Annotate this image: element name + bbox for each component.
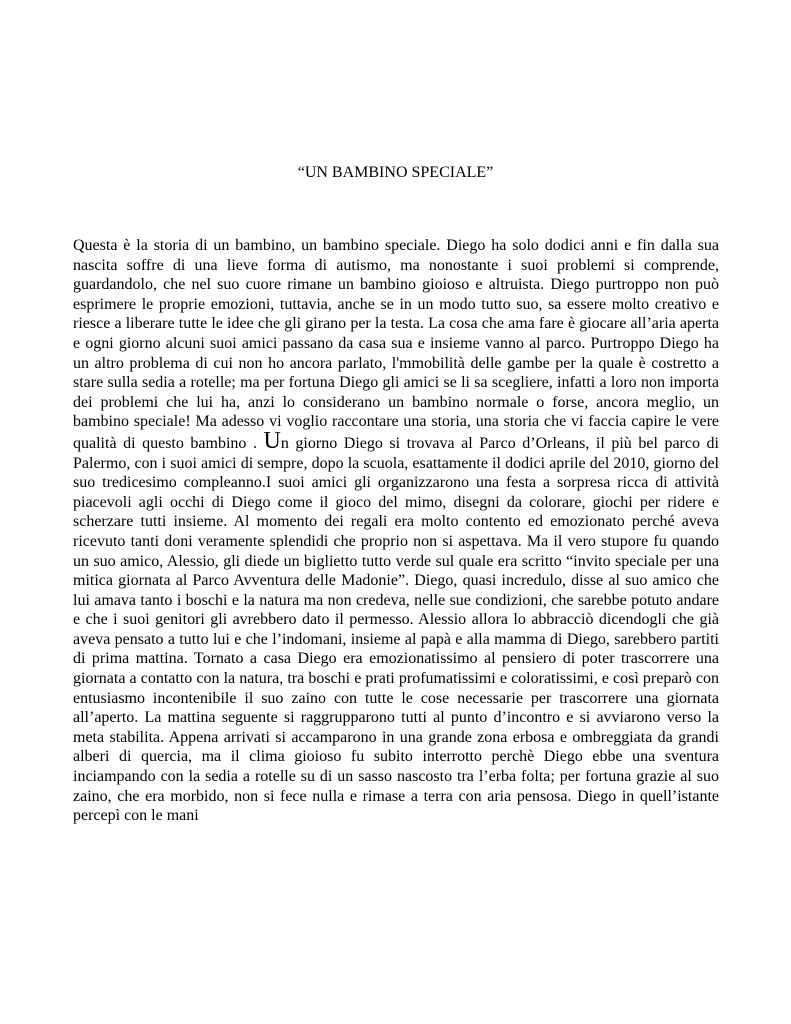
story-text-part1: Questa è la storia di un bambino, un bambino speciale. Diego ha solo dodici anni e fin dalla sua nascita soffre di una lieve forma di autismo, ma nonostante i suoi problemi si comprende, guardandolo, che nel suo cuore rimane un bambino gioioso e altruista. Diego purtroppo non può esprimere le proprie emozioni, tuttavia, anche se in un modo tutto suo, sa essere molto creativo e riesce a liberare tutte le idee che gli girano per la testa. La cosa che ama fare è giocare all’aria aperta e ogni giorno alcuni suoi amici passano da casa sua e insieme vanno al parco. Purtroppo Diego ha un altro problema di cui non ho ancora parlato, l'mmobilità delle gambe per la quale è costretto a stare sulla sedia a rotelle; ma per fortuna Diego gli amici se li sa scegliere, infatti a loro non importa dei problemi che lui ha, anzi lo considerano un bambino normale o forse, ancora meglio, un bambino speciale! Ma adesso vi voglio raccontare una storia, una storia che vi faccia capire le vere qualità di questo bambino . — [73, 237, 719, 452]
story-text-part2: n giorno Diego si trovava al Parco d’Orleans, il più bel parco di Palermo, con i suoi amici di sempre, dopo la scuola, esattamente il dodici aprile del 2010, giorno del suo tredicesimo compleanno.I suoi amici gli organizzarono una festa a sorpresa ricca di attività piacevoli agli occhi di Diego come il gioco del mimo, disegni da colorare, giochi per ridere e scherzare tutti insieme. Al momento dei regali era molto contento ed emozionato perché aveva ricevuto tanti doni veramente splendidi che proprio non si aspettava. Ma il vero stupore fu quando un suo amico, Alessio, gli diede un biglietto tutto verde sul quale era scritto “invito speciale per una mitica giornata al Parco Avventura delle Madonie”. Diego, quasi incredulo, disse al suo amico che lui amava tanto i boschi e la natura ma non credeva, nelle sue condizioni, che sarebbe potuto andare e che i suoi genitori gli avrebbero dato il permesso. Alessio allora lo abbracciò dicendogli che già aveva pensato a tutto lui e che l’indomani, insieme al papà e alla mamma di Diego, sarebbero partiti di prima mattina. Tornato a casa Diego era emozionatissimo al pensiero di poter trascorrere una giornata a contatto con la natura, tra boschi e prati profumatissimi e coloratissimi, e così preparò con entusiasmo incontenibile il suo zaino con tutte le cose necessarie per trascorrere una giornata all’aperto. La mattina seguente si raggrupparono tutti al punto d’incontro e si avviarono verso la meta stabilita. Appena arrivati si accamparono in una grande zona erbosa e ombreggiata da grandi alberi di quercia, ma il clima gioioso fu subito interrotto perchè Diego ebbe una sventura inciampando con la sedia a rotelle su di un sasso nascosto tra l’erba folta; per fortuna grazie al suo zaino, che era morbido, non si fece nulla e rimase a terra con aria pensosa. Diego in quell’istante percepì con le mani — [73, 434, 719, 825]
document-title: “UN BAMBINO SPECIALE” — [297, 164, 494, 181]
dropcap-letter: U — [263, 427, 281, 454]
story-paragraph — [73, 236, 719, 826]
